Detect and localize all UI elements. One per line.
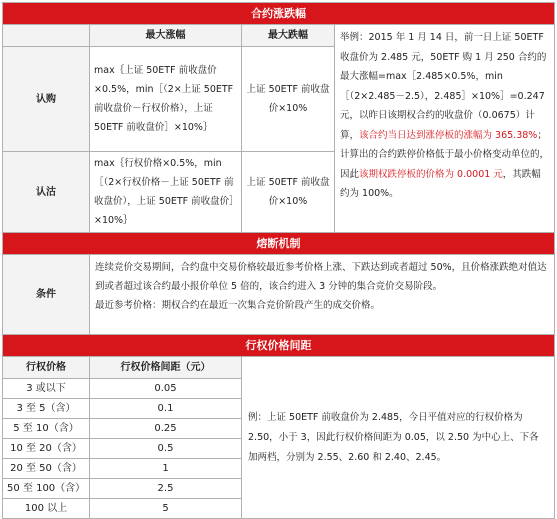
- col-header-max-up: 最大涨幅: [90, 25, 242, 47]
- row-label-condition: 条件: [3, 255, 90, 335]
- section-title-price-limit: 合约涨跌幅: [3, 3, 555, 25]
- col-header-strike-interval: 行权价格间距（元）: [90, 357, 242, 379]
- table-row: 20 至 50（含） 1: [3, 459, 555, 479]
- table-row: 3 或以下 0.05: [3, 379, 555, 399]
- put-max-up: max｛行权价格×0.5%，min［（2×行权价格－上证 50ETF 前收盘价），上证 50ETF 前收盘价］×10%｝: [90, 152, 242, 233]
- col-header-max-down: 最大跌幅: [242, 25, 335, 47]
- circuit-breaker-rule: 连续竞价交易期间，合约盘中交易价格较最近参考价格上涨、下跌达到或者超过 50%，且价格涨跌绝对值达到或者超过该合约最小报价单位 5 倍的，该合约进入 3 分钟的集合竞价交易阶段。: [95, 262, 547, 292]
- reference-price-definition: 最近参考价格：期权合约在最近一次集合竞价阶段产生的成交价格。: [95, 300, 381, 311]
- call-max-up: max｛上证 50ETF 前收盘价×0.5%，min［（2×上证 50ETF 前收盘价－行权价格），上证 50ETF 前收盘价］×10%｝: [90, 47, 242, 152]
- circuit-breaker-text: [90, 255, 555, 335]
- put-max-down: 上证 50ETF 前收盘价×10%: [242, 152, 335, 233]
- call-max-down: 上证 50ETF 前收盘价×10%: [242, 47, 335, 152]
- price-limit-example: 举例：2015 年 1 月 14 日，前一日上证 50ETF 收盘价为 2.485 元，50ETF 购 1 月 250 合约的最大涨幅=max［2.485×0.5%，min［（2×2.485－2.5），2.485］×10%］=0.247 元，以昨日该期权合约的收盘价（0.0675）计算，该合约当日达到涨停板的涨幅为 365.38%；计算出的合约跌停价格低于最小价格变动单位的，因此该期权跌停板的价格为 0.0001 元，其跌幅约为 100%。: [335, 25, 555, 233]
- section-title-circuit-breaker: 熔断机制: [3, 233, 555, 255]
- table-row: 10 至 20（含） 0.5: [3, 439, 555, 459]
- table-row: 100 以上 5: [3, 499, 555, 519]
- row-label-put: 认沽: [3, 152, 90, 233]
- table-row: 3 至 5（含） 0.1: [3, 399, 555, 419]
- col-header-strike-price: 行权价格: [3, 357, 90, 379]
- strike-interval-example: 例：上证 50ETF 前收盘价为 2.485，今日平值对应的行权价格为 2.50，小于 3，因此行权价格间距为 0.05，以 2.50 为中心上、下各加两档，分别为 2.55、2.60 和 2.40、2.45。: [242, 357, 555, 519]
- table-row: 5 至 10（含） 0.25: [3, 419, 555, 439]
- options-rules-table: [2, 2, 554, 519]
- row-label-call: 认购: [3, 47, 90, 152]
- table-row: 50 至 100（含） 2.5: [3, 479, 555, 499]
- section-title-strike-interval: 行权价格间距: [3, 335, 555, 357]
